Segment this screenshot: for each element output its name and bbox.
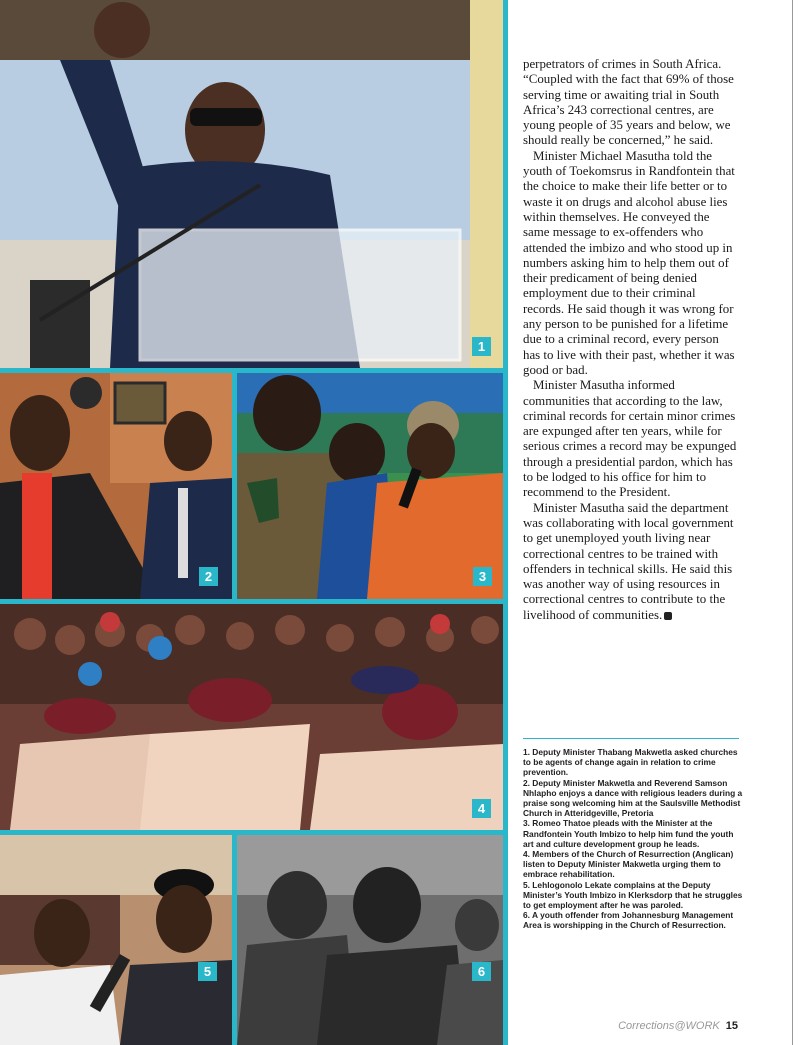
article-body — [523, 57, 739, 623]
page-footer — [618, 1020, 738, 1032]
photo-number-badge: 4 — [472, 799, 491, 818]
photo-number-badge: 1 — [472, 337, 491, 356]
photo-number-badge: 2 — [199, 567, 218, 586]
caption-divider — [523, 738, 739, 739]
caption-item: 3. Romeo Thatoe pleads with the Minister at the Randfontein Youth Imbizo to help him fund the youth art and culture development group he leads. — [523, 818, 734, 849]
body-paragraph-text: Minister Masutha said the department was collaborating with local government to get unemployed youth living near correctional centres to be trained with offenders in technical skills. He said this was another way of using resources in correctional centres to contribute to the livelihood of communities. — [523, 500, 734, 622]
caption-item: 4. Members of the Church of Resurrection (Anglican) listen to Deputy Minister Makwetla urging them to embrace rehabilitation. — [523, 849, 734, 880]
body-paragraph: perpetrators of crimes in South Africa. “Coupled with the fact that 69% of those serving time or awaiting trial in South Africa’s 243 correctional centres, are young people of 35 years and below, we should really be concerned,” he said. — [523, 57, 734, 148]
caption-item: 2. Deputy Minister Makwetla and Reverend Samson Nhlapho enjoys a dance with religious leaders during a praise song welcoming him at the Saulsville Methodist Church in Atteridgeville, Pretoria — [523, 777, 743, 819]
photo-2-reverend-dance — [0, 373, 232, 599]
photo-number-badge: 5 — [198, 962, 217, 981]
body-paragraph: Minister Michael Masutha told the youth of Toekomsrus in Randfontein that the choice to make their life better or to waste it on drugs and alcohol abuse lies within themselves. He conveyed the same message to ex-offenders who attended the imbizo and who stood up in numbers asking him to help them out of their predicament of being denied employment due to their criminal records. He said though it was wrong for any person to be punished for a lifetime due to a criminal record, every person has to live with their past, whether it was good or bad. — [523, 148, 735, 377]
photo-captions — [523, 747, 743, 931]
photo-3-youth-imbizo — [237, 373, 503, 599]
caption-item: 6. A youth offender from Johannesburg Management Area is worshipping in the Church of Resurrection. — [523, 910, 734, 931]
page-edge — [792, 0, 798, 1045]
photo-5-youth-speaker — [0, 835, 232, 1045]
end-of-article-icon — [664, 612, 672, 620]
body-paragraph — [523, 501, 739, 623]
caption-item: 1. Deputy Minister Thabang Makwetla asked churches to be agents of change again in relation to crime prevention. — [523, 747, 738, 778]
photo-6-worshipping-offender — [237, 835, 503, 1045]
photo-number-badge: 3 — [473, 567, 492, 586]
photo-number-badge: 6 — [472, 962, 491, 981]
page-number: 15 — [725, 1020, 738, 1032]
photo-1-speaker-at-podium — [0, 0, 503, 368]
magazine-brand: Corrections@WORK — [618, 1020, 720, 1032]
caption-item: 5. Lehlogonolo Lekate complains at the Deputy Minister’s Youth Imbizo in Klerksdorp that he struggles to get employment after he was paroled. — [523, 879, 743, 911]
photo-4-congregation — [0, 604, 503, 830]
body-paragraph: Minister Masutha informed communities that according to the law, criminal records for certain minor crimes are expunged after ten years, while for serious crimes a record may be expunged through a presidential pardon, which has to be lodged to his office for him to recommend to the President. — [523, 378, 737, 500]
